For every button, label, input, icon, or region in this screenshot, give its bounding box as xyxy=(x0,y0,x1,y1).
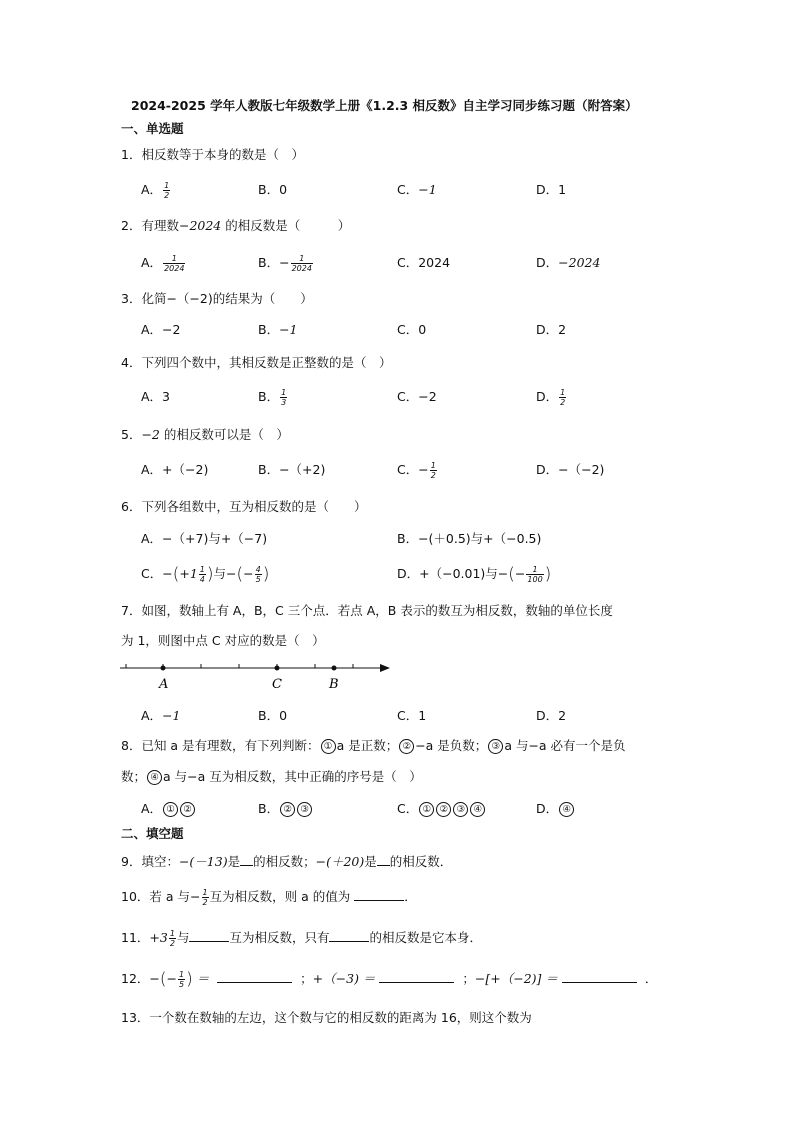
question-13: 13．一个数在数轴的左边，这个数与它的相反数的距离为 16，则这个数为 xyxy=(121,1010,532,1025)
point-a xyxy=(161,666,166,671)
q9-blank-1[interactable] xyxy=(240,853,253,866)
q12-blank-1[interactable] xyxy=(217,970,292,983)
number-line-ticks xyxy=(126,664,353,668)
q12-blank-3[interactable] xyxy=(562,970,637,983)
q4-option-c[interactable]: C．−2 xyxy=(397,389,437,404)
question-8-line1: 8．已知 a 是有理数，有下列判断： ① a 是正数； ② −a 是负数； ③ a 与−a 必有一个是负 xyxy=(121,738,626,753)
q8-option-c[interactable]: C． ① ② ③ ④ xyxy=(397,801,486,817)
q8-option-a[interactable]: A． ① ② xyxy=(141,801,196,817)
q4-option-a[interactable]: A．3 xyxy=(141,389,171,404)
question-9: 9．填空：−(－13)是 的相反数；−(＋20)是 的相反数． xyxy=(121,854,453,869)
q3-option-d[interactable]: D．2 xyxy=(536,322,567,337)
q11-blank-1[interactable] xyxy=(189,929,229,942)
q5-option-a[interactable]: A．+（−2) xyxy=(141,462,209,477)
question-8-line2: 数； ④ a 与−a 互为相反数，其中正确的序号是（ ） xyxy=(121,769,422,784)
q5-option-c[interactable]: C．− $\frac{1}{2}$ xyxy=(397,461,436,480)
q5-option-d[interactable]: D．−（−2) xyxy=(536,462,605,477)
q1-option-d[interactable]: D．1 xyxy=(536,182,567,197)
q7-option-d[interactable]: D．2 xyxy=(536,708,567,723)
q1-text: 相反数等于本身的数是（ ） xyxy=(141,147,304,162)
label-a: A xyxy=(159,677,169,692)
page-title: 2024-2025 学年人教版七年级数学上册《1.2.3 相反数》自主学习同步练习题（附答案） xyxy=(131,98,638,113)
number-line-arrow xyxy=(380,664,390,672)
q3-option-c[interactable]: C．0 xyxy=(397,322,427,337)
question-10: 10．若 a 与− $\frac{1}{2}$ 互为相反数，则 a 的值为 ． xyxy=(121,888,417,907)
q2-option-a[interactable]: A． $\frac{1}{2024}$ xyxy=(141,254,185,273)
q7-option-b[interactable]: B．0 xyxy=(258,708,288,723)
point-b xyxy=(332,666,337,671)
section-fill-blank: 二、填空题 xyxy=(121,826,184,841)
q3-option-a[interactable]: A．−2 xyxy=(141,322,181,337)
question-2: 2．有理数−2024 的相反数是（ ） xyxy=(121,218,351,233)
question-7-line1: 7．如图，数轴上有 A，B，C 三个点．若点 A，B 表示的数互为相反数，数轴的单位长度 xyxy=(121,603,613,618)
point-c xyxy=(275,666,280,671)
q4-option-d[interactable]: D． $\frac{1}{2}$ xyxy=(536,388,566,407)
q1-a-label: A． xyxy=(141,182,163,197)
q1-a-fraction: $\frac{1}{2}$ xyxy=(164,181,170,200)
question-5: 5．−2 的相反数可以是（ ） xyxy=(121,427,289,442)
question-7-line2: 为 1，则图中点 C 对应的数是（ ） xyxy=(121,633,325,648)
q2-option-d[interactable]: D．−2024 xyxy=(536,255,601,270)
question-6: 6．下列各组数中，互为相反数的是（ ） xyxy=(121,499,367,514)
q12-blank-2[interactable] xyxy=(379,970,454,983)
q5-option-b[interactable]: B．−（+2) xyxy=(258,462,326,477)
q10-blank[interactable] xyxy=(354,888,404,901)
q1-option-c[interactable]: C．−1 xyxy=(397,182,437,197)
number-line-figure xyxy=(118,658,393,692)
q1-option-b[interactable]: B．0 xyxy=(258,182,288,197)
q3-option-b[interactable]: B．−1 xyxy=(258,322,298,337)
q8-option-d[interactable]: D． ④ xyxy=(536,801,575,817)
q4-option-b[interactable]: B． $\frac{1}{3}$ xyxy=(258,388,287,407)
question-1 xyxy=(121,147,304,163)
q7-option-a[interactable]: A．−1 xyxy=(141,708,181,723)
question-3: 3．化简−（−2)的结果为（ ） xyxy=(121,291,313,306)
q2-option-b[interactable]: B．− $\frac{1}{2024}$ xyxy=(258,254,312,273)
section-single-choice: 一、单选题 xyxy=(121,121,184,136)
question-4: 4．下列四个数中，其相反数是正整数的是（ ） xyxy=(121,355,392,370)
q6-option-c[interactable]: C．−(+1 $\frac{1}{4}$ )与−(− $\frac{4}{5}$ ) xyxy=(141,564,270,585)
q6-option-a[interactable]: A．−（+7)与+（−7) xyxy=(141,531,268,546)
question-11: 11．+3 $\frac{1}{2}$ 与 互为相反数，只有 的相反数是它本身． xyxy=(121,929,482,948)
q6-option-d[interactable]: D．+（−0.01)与−(− $\frac{1}{100}$ ) xyxy=(397,564,552,585)
question-12: 12．−(− $\frac{1}{5}$ ) ＝ ；+（−3) ＝ ；−[+（−2)] ＝ ． xyxy=(121,969,658,990)
q7-option-c[interactable]: C．1 xyxy=(397,708,427,723)
label-b: B xyxy=(329,677,339,692)
q1-num: 1． xyxy=(121,147,142,162)
label-c: C xyxy=(272,677,282,692)
q2-option-c[interactable]: C．2024 xyxy=(397,255,451,270)
q8-option-b[interactable]: B． ② ③ xyxy=(258,801,313,817)
q11-blank-2[interactable] xyxy=(329,929,369,942)
q9-blank-2[interactable] xyxy=(377,853,390,866)
q6-option-b[interactable]: B．−(＋0.5)与+（−0.5) xyxy=(397,531,542,546)
q1-option-a[interactable] xyxy=(141,181,171,200)
